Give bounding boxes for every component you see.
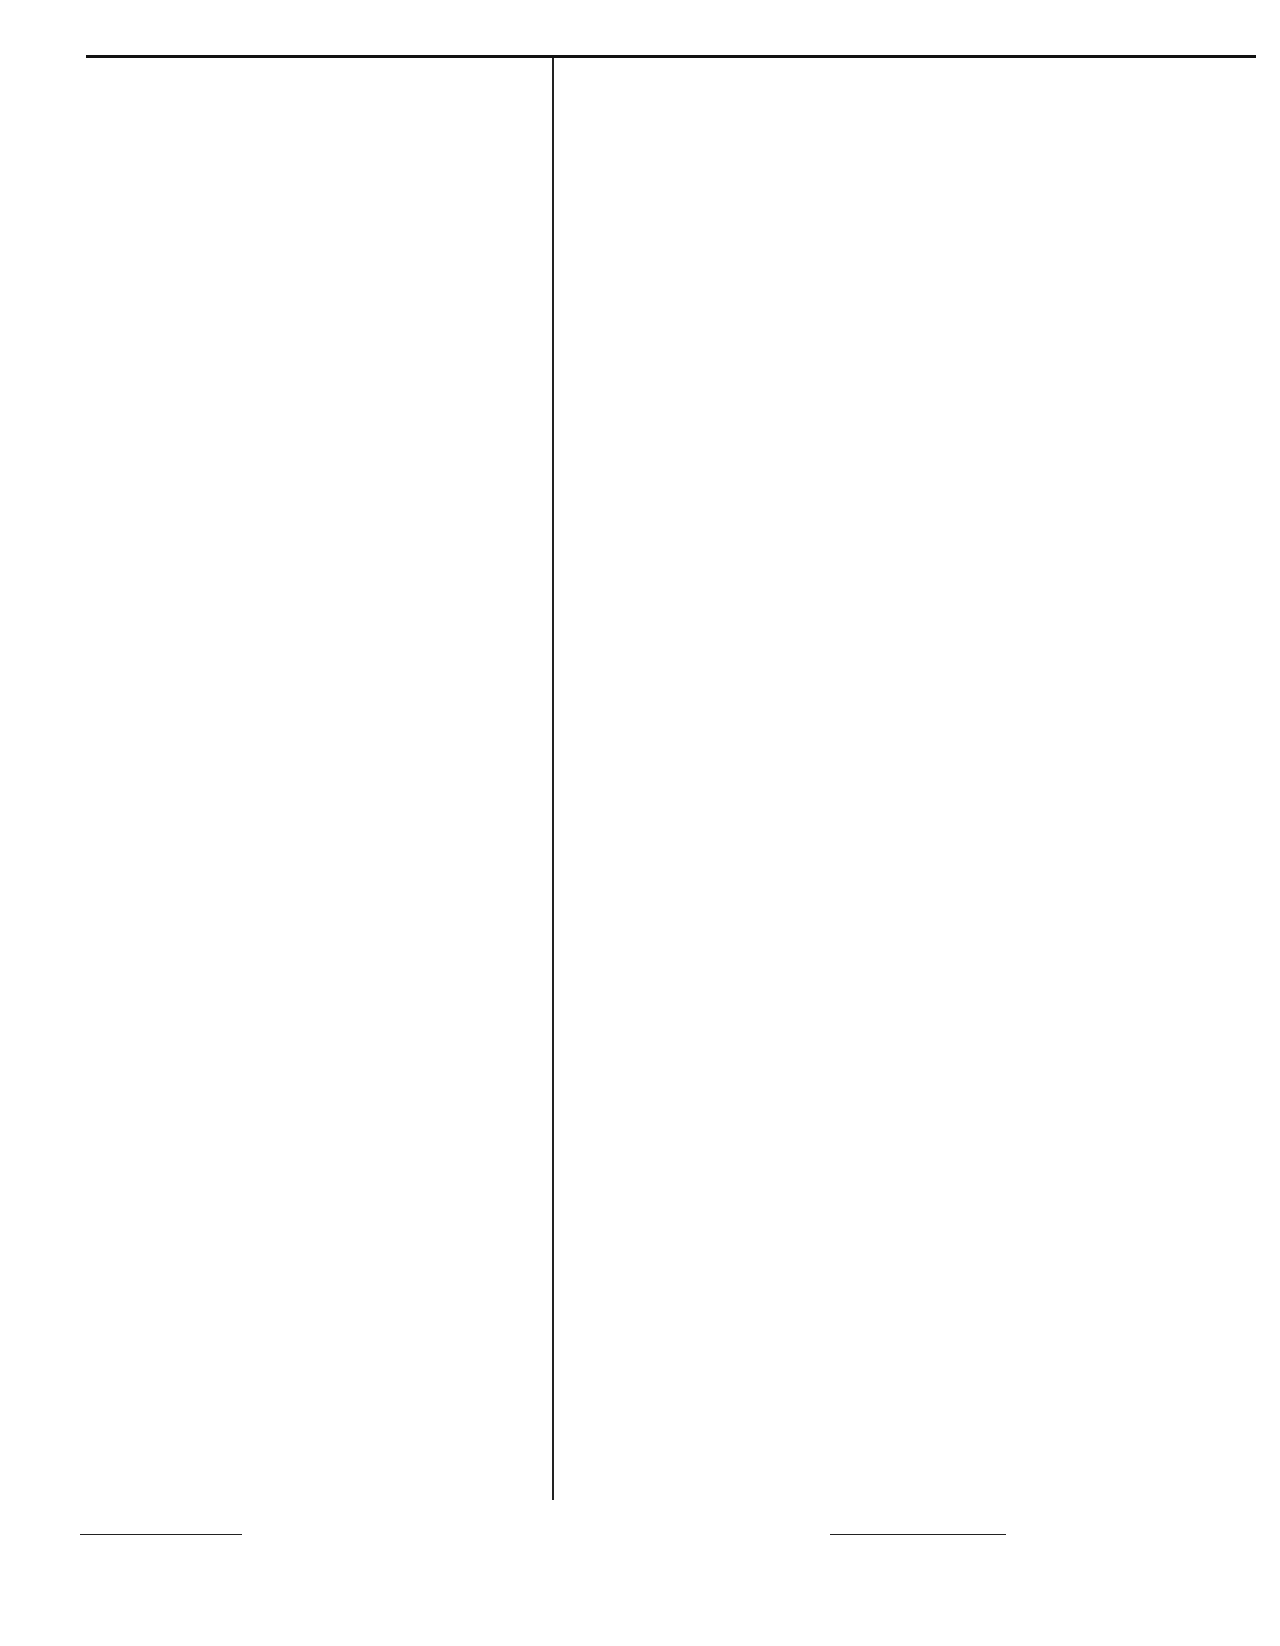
header-rule bbox=[86, 55, 1256, 58]
column-divider bbox=[552, 58, 554, 1500]
footer-rule-left bbox=[80, 1534, 242, 1535]
footer-rule-right bbox=[830, 1534, 1006, 1535]
